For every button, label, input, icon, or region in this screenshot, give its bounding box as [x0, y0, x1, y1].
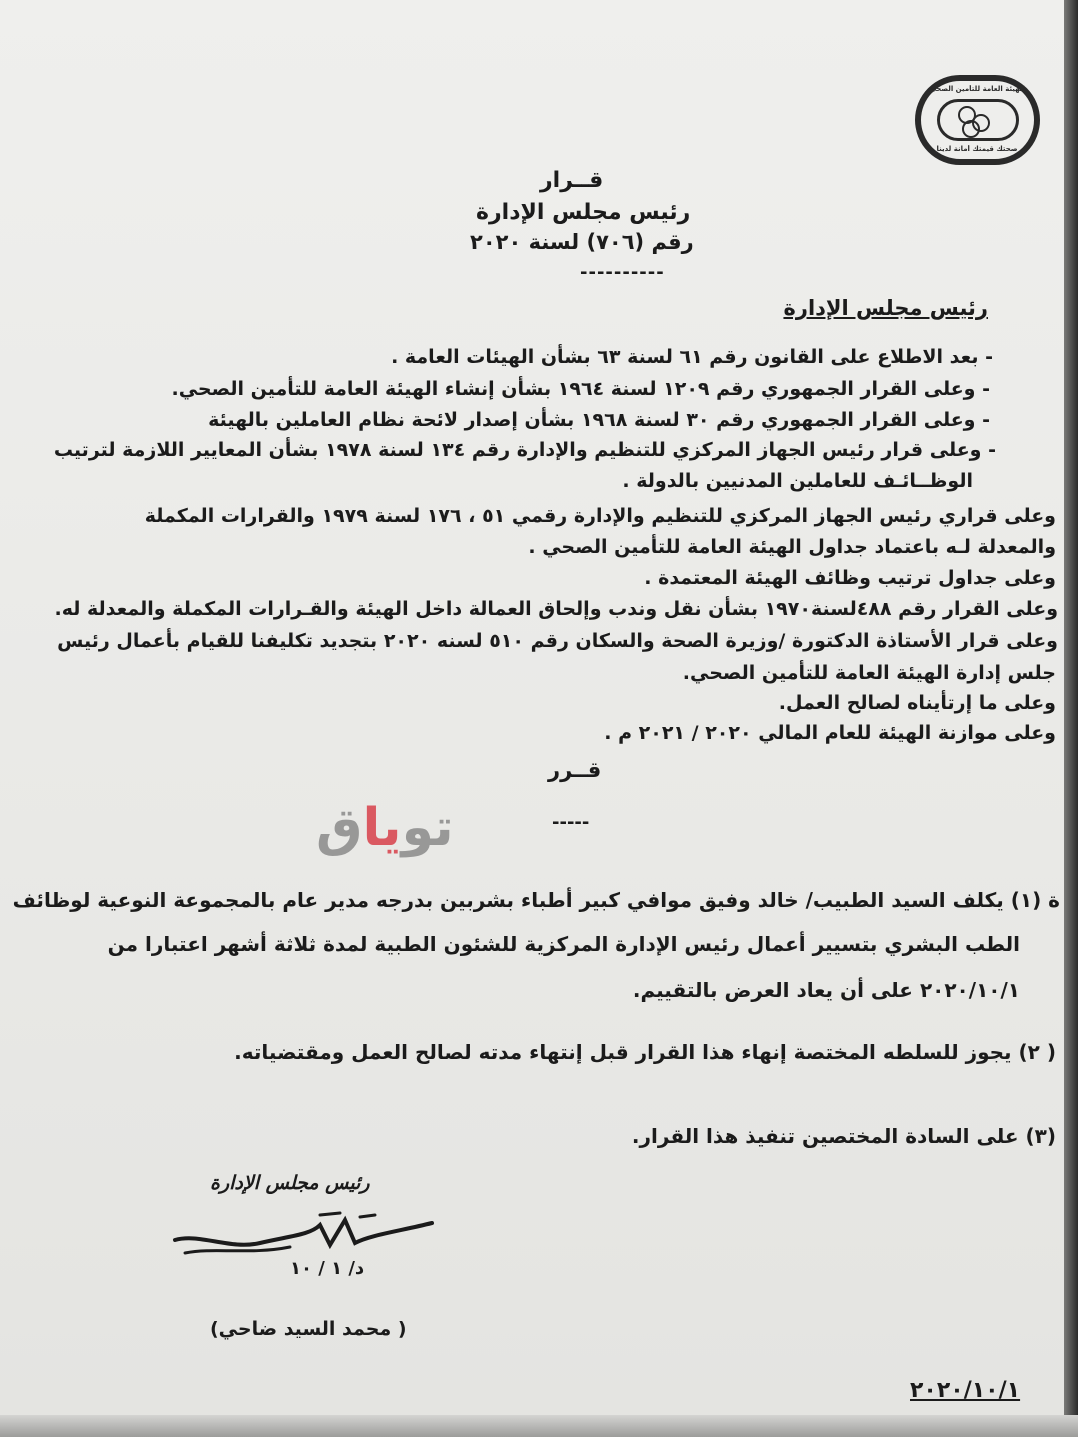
decision-divider: -----: [552, 812, 590, 833]
preamble-line: وعلى القرار رقم ٤٨٨لسنة١٩٧٠ بشأن نقل وندب وإلحاق العمالة داخل الهيئة والقـرارات المكملة والمعدلة له.: [54, 598, 1058, 620]
signatory-title: رئيس مجلس الإدارة: [210, 1172, 370, 1194]
preamble-line: - وعلى القرار الجمهوري رقم ١٢٠٩ لسنة ١٩٦٤ بشأن إنشاء الهيئة العامة للتأمين الصحي.: [171, 378, 990, 400]
document-subtitle: رئيس مجلس الإدارة: [476, 200, 691, 225]
preamble-line: - وعلى القرار الجمهوري رقم ٣٠ لسنة ١٩٦٨ بشأن إصدار لائحة نظام العاملين بالهيئة: [208, 409, 990, 431]
logo-bottom-caption: صحتك قيمتك أمانة لدينا: [936, 145, 1018, 153]
decision-title: قــرر: [548, 758, 602, 782]
preamble-line: - وعلى قرار رئيس الجهاز المركزي للتنظيم والإدارة رقم ١٣٤ لسنة ١٩٧٨ بشأن المعايير اللازمة لترتيب: [53, 439, 996, 461]
document-title: قــرار: [540, 168, 604, 193]
organization-logo: [915, 75, 1040, 165]
logo-top-caption: الهيئة العامة للتأمين الصحي: [929, 85, 1025, 93]
preamble-line: وعلى موازنة الهيئة للعام المالي ٢٠٢٠ / ٢٠٢١ م .: [604, 722, 1056, 744]
article-3: (٣) على السادة المختصين تنفيذ هذا القرار.: [631, 1124, 1056, 1148]
logo-emblem-icon: [937, 99, 1019, 141]
photo-edge: [1064, 0, 1078, 1437]
preamble-line: - بعد الاطلاع على القانون رقم ٦١ لسنة ٦٣ بشأن الهيئات العامة .: [391, 346, 993, 368]
decision-number: رقم (٧٠٦) لسنة ٢٠٢٠: [470, 230, 694, 254]
preamble-line: وعلى ما إرتأيناه لصالح العمل.: [778, 692, 1056, 714]
preamble-line: جلس إدارة الهيئة العامة للتأمين الصحي.: [682, 662, 1056, 684]
preamble-line: وعلى جداول ترتيب وظائف الهيئة المعتمدة .: [644, 567, 1056, 589]
preamble-line: الوظــائـف للعاملين المدنيين بالدولة .: [622, 470, 973, 492]
header-divider: ----------: [580, 262, 665, 283]
site-watermark: توياق: [316, 798, 454, 858]
document-date: ٢٠٢٠/١٠/١: [910, 1378, 1021, 1403]
preamble-line: وعلى قرار الأستاذة الدكتورة /وزيرة الصحة والسكان رقم ٥١٠ لسنه ٢٠٢٠ بتجديد تكليفنا للقيام بأعمال رئيس: [57, 630, 1058, 652]
article-1-line: ٢٠٢٠/١٠/١ على أن يعاد العرض بالتقييم.: [632, 978, 1020, 1002]
article-1-line: الطب البشري بتسيير أعمال رئيس الإدارة المركزية للشئون الطبية لمدة ثلاثة أشهر اعتبارا من: [107, 932, 1020, 956]
article-2: ( ٢) يجوز للسلطه المختصة إنهاء هذا القرار قبل إنتهاء مدته لصالح العمل ومقتضياته.: [234, 1040, 1056, 1064]
preamble-heading: رئيس مجلس الإدارة: [783, 296, 988, 320]
article-1-line: ة (١) يكلف السيد الطبيب/ خالد وفيق موافي كبير أطباء بشربين بدرجه مدير عام بالمجموعة النوعية لوظائف: [12, 888, 1060, 912]
preamble-line: والمعدلة لـه باعتماد جداول الهيئة العامة للتأمين الصحي .: [528, 536, 1056, 558]
preamble-line: وعلى قراري رئيس الجهاز المركزي للتنظيم والإدارة رقمي ٥١ ، ١٧٦ لسنة ١٩٧٩ والقرارات المكملة: [144, 505, 1056, 527]
signatory-name: ( محمد السيد ضاحي): [210, 1318, 407, 1340]
photo-bottom-edge: [0, 1415, 1078, 1437]
handwritten-date: د/ ١ / ١٠: [290, 1258, 365, 1279]
